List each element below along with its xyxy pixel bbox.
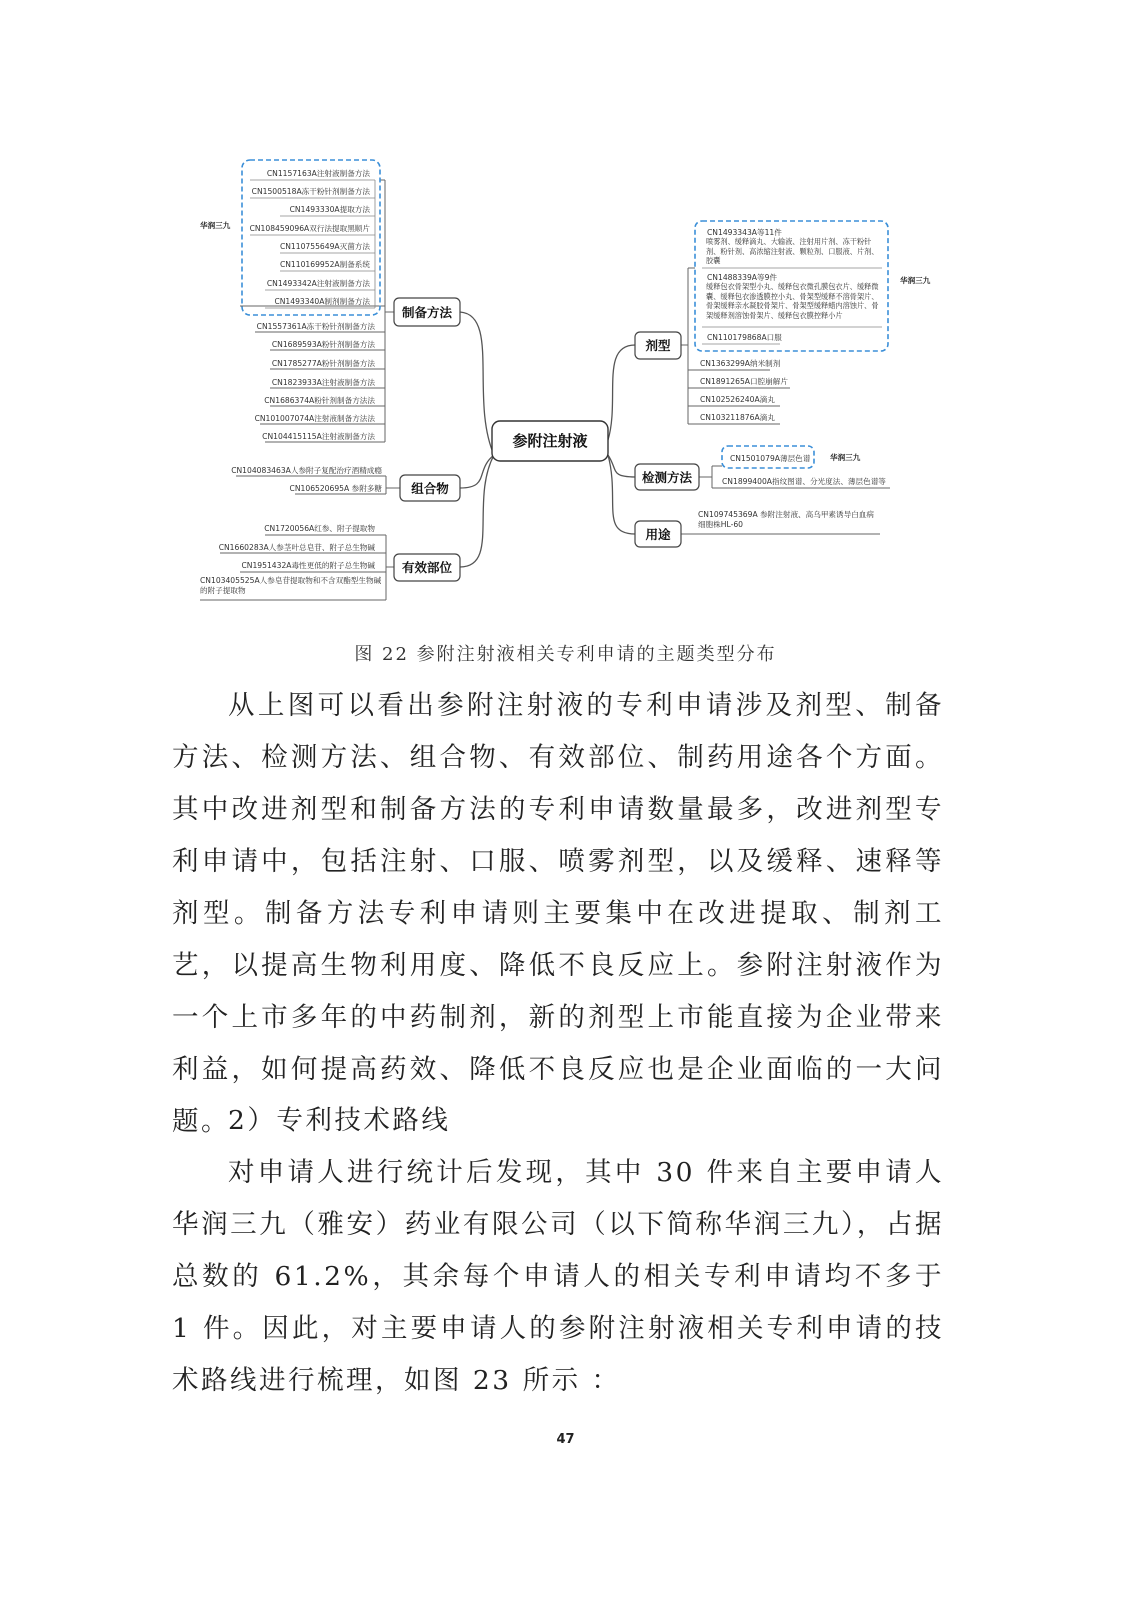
branch-detection-label: 检测方法	[641, 470, 693, 485]
leaf-item: CN1493342A注射液制备方法	[266, 279, 370, 288]
composition-items	[231, 465, 382, 493]
preparation-group-items	[250, 168, 371, 306]
leaf-item: CN1720056A红参、附子提取物	[264, 524, 375, 533]
branch-composition	[400, 475, 460, 501]
root-label: 参附注射液	[512, 432, 588, 450]
leaf-item: CN110169952A制备系统	[279, 260, 370, 269]
paragraph-2: 对申请人进行统计后发现，其中 30 件来自主要申请人华润三九（雅安）药业有限公司（以下简称华润三九），占据总数的 61.2%，其余每个申请人的相关专利申请均不多于 1 件。因此，对主要申请人的参附注射液相关专利申请的技术路线进行梳理，如图 23 所示 ：	[172, 1157, 944, 1396]
leaf-item: CN1951432A毒性更低的附子总生物碱	[241, 561, 375, 570]
leaf-item: CN106520695A 参附多糖	[289, 484, 382, 493]
leaf-item: CN1891265A口腔崩解片	[700, 377, 788, 386]
leaf-item: CN109745369A 参附注射液、高乌甲素诱导白血病细胞株HL-60	[698, 510, 874, 529]
branch-detection	[635, 464, 699, 490]
leaf-item: CN101007074A注射液制备方法法	[254, 414, 375, 423]
applicant-tag-detection: 华润三九	[830, 453, 861, 462]
branch-dosage-form-label: 剂型	[645, 338, 671, 353]
branch-preparation-label: 制备方法	[401, 305, 453, 320]
leaf-item: CN1660283A人参茎叶总皂苷、附子总生物碱	[218, 543, 375, 552]
leaf-item: CN104083463A人参附子复配治疗酒精成瘾	[231, 466, 382, 475]
leaf-item: CN103211876A滴丸	[700, 413, 775, 422]
dosage-form-group	[706, 227, 884, 342]
page-number: 47	[556, 1432, 575, 1447]
branch-usage-label: 用途	[645, 527, 671, 542]
branch-dosage-form	[635, 332, 681, 359]
applicant-tag-right: 华润三九	[900, 276, 931, 285]
section-heading: 2）专利技术路线	[228, 1105, 451, 1136]
group-title: CN1488339A等9件	[707, 273, 778, 282]
leaf-item: CN1493330A提取方法	[289, 205, 370, 214]
leaf-item: CN103405525A人参皂苷提取物和不含双酯型生物碱的附子提取物	[200, 576, 382, 595]
leaf-item: CN110179868A口服	[707, 333, 782, 342]
applicant-tag-left: 华润三九	[200, 221, 231, 230]
paragraph-1: 从上图可以看出参附注射液的专利申请涉及剂型、制备方法、检测方法、组合物、有效部位、制药用途各个方面。其中改进剂型和制备方法的专利申请数量最多，改进剂型专利申请中，包括注射、口服、喷雾剂型，以及缓释、速释等剂型。制备方法专利申请则主要集中在改进提取、制剂工艺，以提高生物利用度、降低不良反应上。参附注射液作为一个上市多年的中药制剂，新的剂型上市能直接为企业带来利益，如何提高药效、降低不良反应也是企业面临的一大问题。	[172, 690, 944, 1137]
dosage-form-other-items	[700, 358, 788, 422]
leaf-item: CN102526240A滴丸	[700, 395, 775, 404]
leaf-item: CN1363299A纳米制剂	[700, 359, 781, 368]
leaf-item: CN1785277A粉针剂制备方法	[271, 359, 375, 368]
group-desc: 喷雾剂、缓释滴丸、大输液、注射用片剂、冻干粉针剂、粉针剂、高浓缩注射液、颗粒剂、口服液、片剂、胶囊	[706, 237, 879, 265]
leaf-item: CN1823933A注射液制备方法	[271, 378, 375, 387]
group-desc: 缓释包衣骨架型小丸、缓释包衣微孔膜包衣片、缓释微囊、缓释包衣渗透膜控小丸、骨架型缓释不溶骨架片、骨架缓释亲水凝胶骨架片、骨架型缓释蜡内溶蚀片、骨架缓释剂溶蚀骨架片、缓释包衣膜控释小片	[706, 282, 879, 320]
branch-usage	[635, 521, 681, 547]
leaf-item: CN1501079A薄层色谱	[730, 454, 811, 463]
root-node	[492, 421, 608, 461]
leaf-item: CN1493340A制剂制备方法	[274, 297, 370, 306]
branch-active-part-label: 有效部位	[401, 560, 453, 575]
figure-caption: 图 22 参附注射液相关专利申请的主题类型分布	[354, 644, 777, 665]
branch-active-part	[394, 554, 460, 581]
leaf-item: CN1899400A指纹图谱、分光度法、薄层色谱等	[722, 477, 886, 486]
leaf-item: CN1500518A冻干粉针剂制备方法	[251, 187, 370, 196]
leaf-item: CN104415115A注射液制备方法	[262, 432, 375, 441]
branch-preparation	[394, 298, 460, 326]
detection-items	[722, 453, 886, 486]
leaf-item: CN1557361A冻干粉针剂制备方法	[256, 322, 375, 331]
leaf-item: CN1686374A粉针剂制备方法法	[264, 396, 375, 405]
group-title: CN1493343A等11件	[707, 228, 782, 237]
branch-composition-label: 组合物	[411, 481, 449, 496]
preparation-other-items	[255, 321, 376, 441]
leaf-item: CN1157163A注射液制备方法	[266, 169, 370, 178]
leaf-item: CN1689593A粉针剂制备方法	[271, 340, 375, 349]
mind-map-figure	[0, 0, 1131, 640]
usage-items	[698, 510, 878, 534]
leaf-item: CN108459096A双行法提取黑顺片	[249, 224, 370, 233]
leaf-item: CN110755649A灭菌方法	[279, 242, 370, 251]
